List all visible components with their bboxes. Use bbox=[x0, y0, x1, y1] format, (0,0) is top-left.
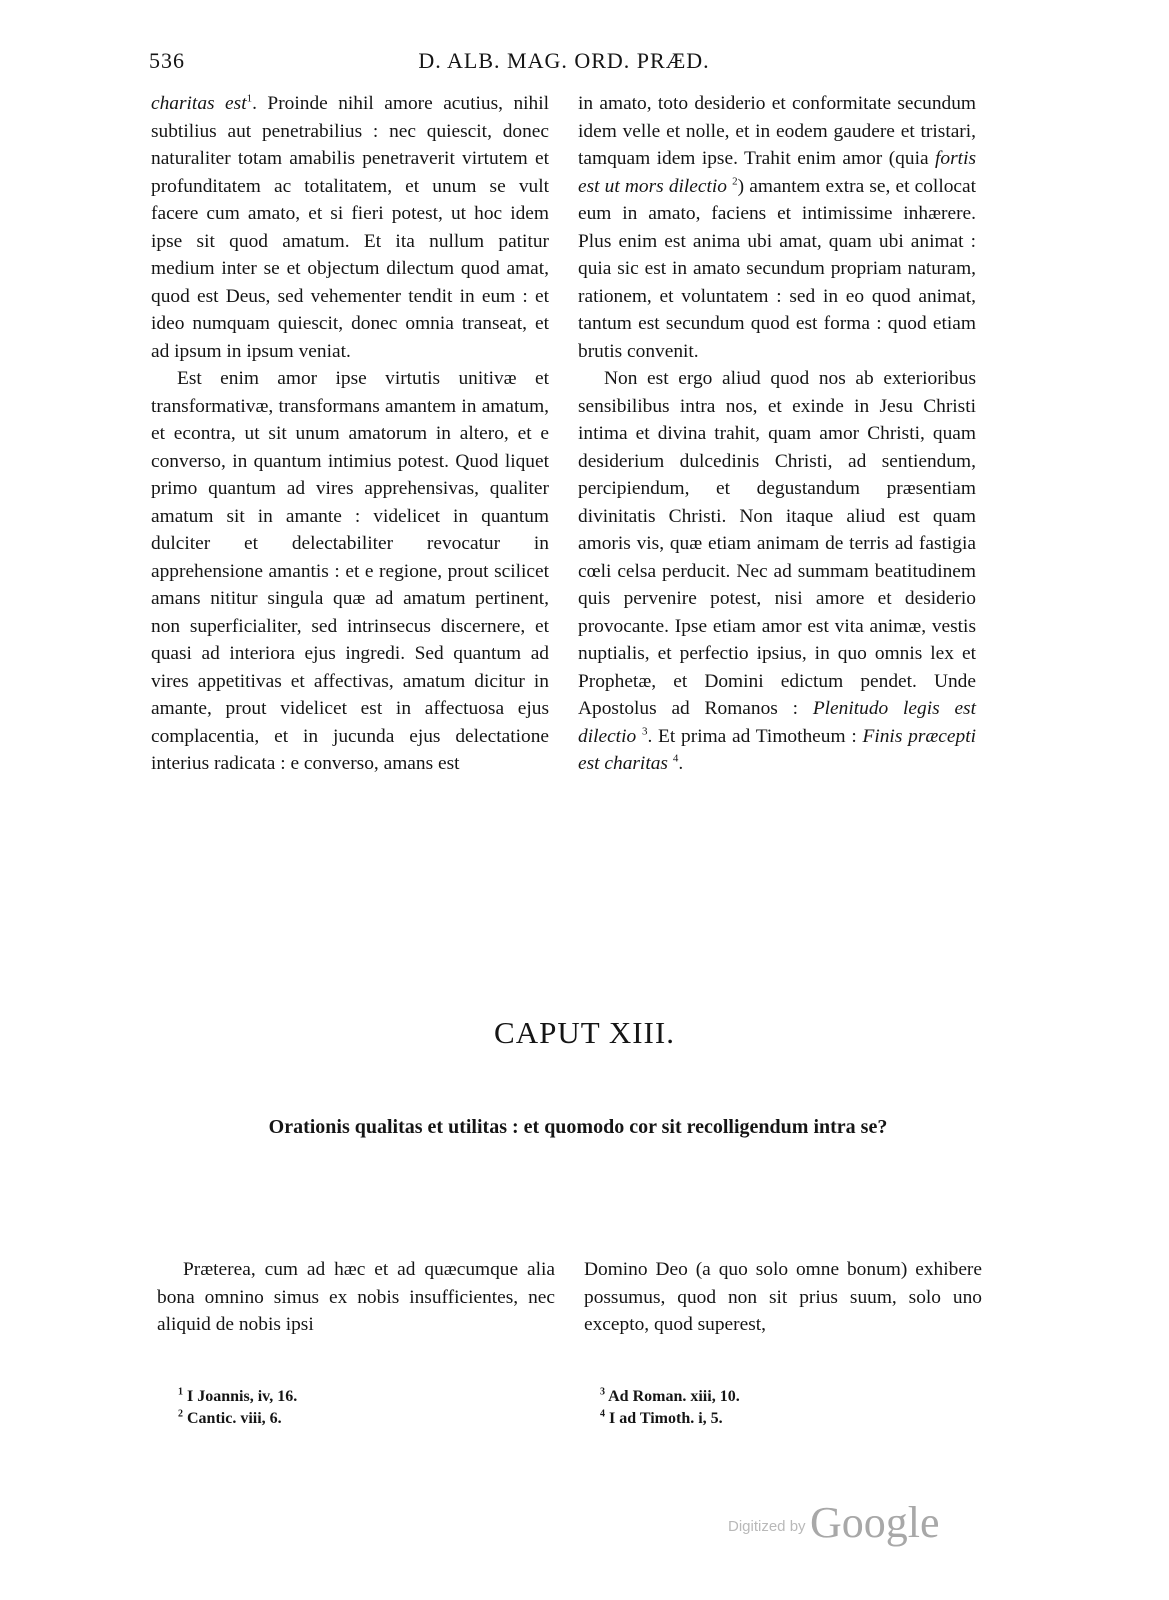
footnote bbox=[178, 1408, 297, 1430]
top-right-column bbox=[578, 90, 976, 778]
paragraph: Præterea, cum ad hæc et ad quæcumque alia bona omnino simus ex nobis insufficientes, nec aliquid de nobis ipsi bbox=[157, 1259, 555, 1335]
chapter-subtitle: Orationis qualitas et utilitas : et quomodo cor sit recolligendum intra se? bbox=[268, 1116, 888, 1138]
footnote-mark: 4 bbox=[600, 1408, 605, 1420]
paragraph-text: . Proinde nihil amore acutius, nihil subtilius aut penetrabilius : nec quiescit, donec naturaliter totam amabilis penetraverit virtutem et profunditatem ac totalitatem, et unum se vult facere cum amato, et si fieri potest, ut hoc idem ipse sit quod amatum. Et ita nullum patitur medium inter se et objectum dilectum quod amat, quod est Deus, sed vehementer tendit in eum : et ideo numquam quiescit, donec omnia transeat, et ad ipsum in ipsum veniat. bbox=[151, 93, 550, 362]
paragraph: Est enim amor ipse virtutis unitivæ et transformativæ, transformans amantem in amatum, et econtra, ut sit unum amatorum in altero, et e converso, in quantum intimius potest. Quod liquet primo quantum ad vires apprehensivas, qualiter amatum sit in amante : videlicet in quantum dulciter et delectabiliter revocatur in apprehensione amantis : et e regione, prout scilicet amans nititur singula quæ ad amatum pertinent, non superficialiter, sed intrinsecus discernere, et quasi ad interiora ejus ingredi. Sed quantum ad vires appetitivas et affectivas, amatum dicitur in amante, prout videlicet est in affectuosa ejus complacentia, et in jucunda ejus delectatione interius radicata : e converso, amans est bbox=[151, 368, 549, 774]
footnote bbox=[600, 1386, 740, 1408]
paragraph-text: in amato, toto desiderio et conformitate secundum idem velle et nolle, et in eodem gaudere et tristari, tamquam idem ipse. Trahit enim amor (quia bbox=[578, 93, 976, 169]
footnote-ref: 4 bbox=[672, 752, 679, 765]
italic-quote: Plenitudo legis est dilectio bbox=[578, 698, 976, 747]
footnote-mark: 2 bbox=[178, 1408, 183, 1420]
running-header bbox=[149, 48, 979, 78]
paragraph bbox=[578, 365, 976, 778]
footnote-text: Cantic. viii, 6. bbox=[187, 1410, 282, 1427]
page-number: 536 bbox=[149, 48, 185, 73]
footnote bbox=[600, 1408, 740, 1430]
paragraph: Domino Deo (a quo solo omne bonum) exhibere possumus, quod non sit prius suum, solo uno excepto, quod superest, bbox=[584, 1259, 982, 1335]
footnote-ref: 2 bbox=[732, 175, 738, 188]
watermark-prefix: Digitized by bbox=[728, 1518, 806, 1535]
paragraph-text: . bbox=[678, 753, 684, 774]
italic-quote: Finis præcepti est charitas bbox=[578, 725, 976, 774]
bottom-left-column bbox=[157, 1256, 555, 1339]
digitized-watermark bbox=[728, 1497, 940, 1548]
paragraph bbox=[151, 90, 549, 365]
footnote-ref: 3 bbox=[641, 725, 648, 738]
footnote-mark: 1 bbox=[178, 1386, 183, 1398]
paragraph-text: ) amantem extra se, et collocat eum in amato, faciens et intimissime inhærere. Plus enim est anima ubi amat, quam ubi animat : quia sic est in amato secundum propriam naturam, rationem, et voluntatem : sed in eo quod animat, tantum est secundum quod est forma : quod etiam brutis convenit. bbox=[578, 175, 977, 362]
footnote-text: I ad Timoth. i, 5. bbox=[609, 1410, 723, 1427]
footnote-ref: 1 bbox=[246, 92, 253, 105]
paragraph-text: Non est ergo aliud quod nos ab exterioribus sensibilibus intra nos, et exinde in Jesu Christi intima et divina trahit, quam amor Christi, quam desiderium dulcedinis Christi, ad sentiendum, percipiendum, et degustandum præsentiam divinitatis Christi. Non itaque aliud est quam amoris vis, quæ etiam animam de terris ad fastigia cœli celsa perducit. Nec ad summam beatitudinem quis pervenire potest, nisi amore et desiderio provocante. Ipse etiam amor est vita animæ, vestis nuptialis, et perfectio ipsius, in quo omnis lex et Prophetæ, et Domini edictum pendet. Unde Apostolus ad Romanos : bbox=[578, 368, 976, 719]
chapter-title: CAPUT XIII. bbox=[494, 1015, 675, 1050]
running-title: D. ALB. MAG. ORD. PRÆD. bbox=[418, 48, 710, 73]
paragraph-text: . Et prima ad Timotheum : bbox=[647, 725, 857, 747]
paragraph bbox=[578, 90, 976, 365]
italic-quote: charitas est bbox=[151, 93, 247, 114]
footnote-mark: 3 bbox=[600, 1386, 605, 1398]
footnote-text: Ad Roman. xiii, 10. bbox=[608, 1388, 740, 1405]
italic-quote: fortis est ut mors dilectio bbox=[578, 148, 976, 197]
google-logo: Google bbox=[810, 1498, 940, 1547]
footnote bbox=[178, 1386, 297, 1408]
footnotes-right bbox=[600, 1386, 740, 1430]
bottom-right-column bbox=[584, 1256, 982, 1339]
top-left-column bbox=[151, 90, 549, 778]
footnote-text: I Joannis, iv, 16. bbox=[187, 1388, 298, 1405]
footnotes-left bbox=[178, 1386, 297, 1430]
